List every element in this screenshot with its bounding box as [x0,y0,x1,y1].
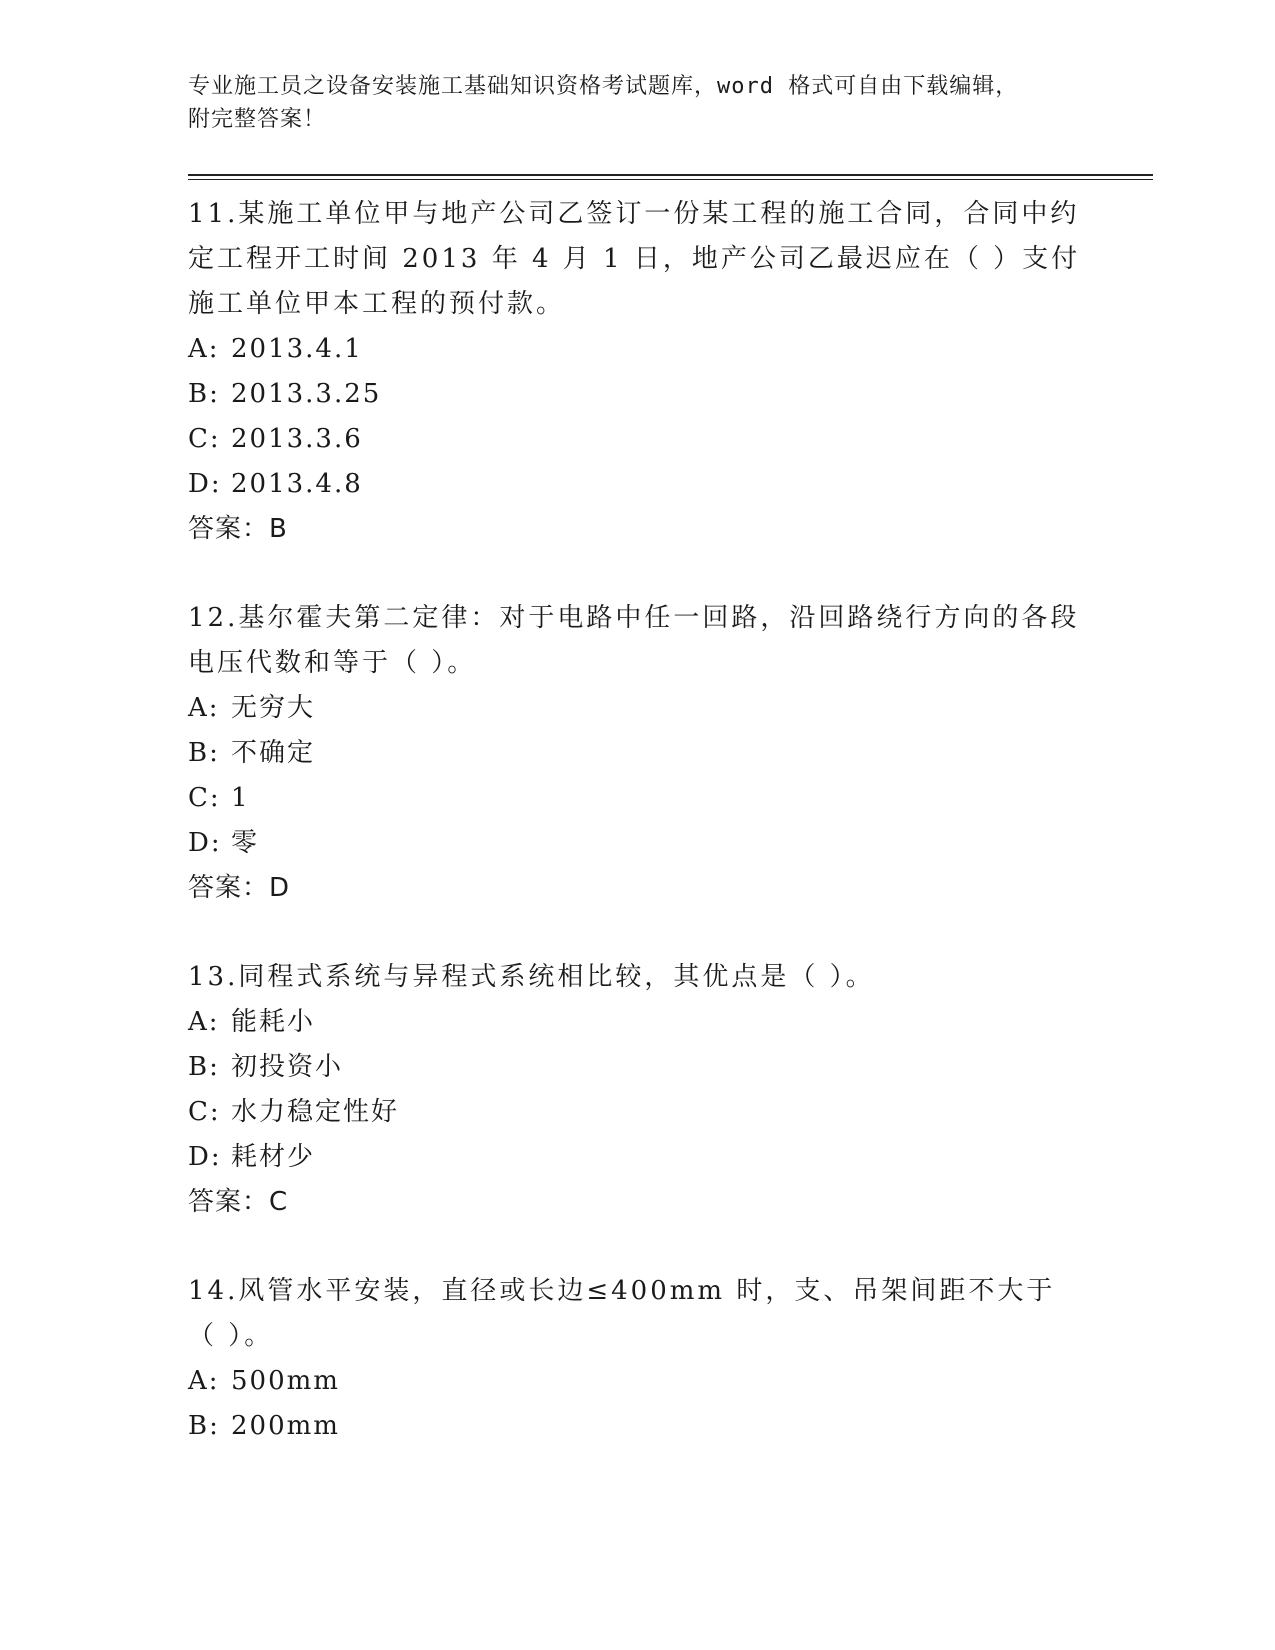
option-text: 无穷大 [231,693,316,723]
answer-line: 答案：C [188,1187,289,1217]
header-line-2: 附完整答案！ [188,107,327,132]
option-text: 耗材少 [231,1142,316,1172]
option-text: 不确定 [231,738,316,768]
header-line-1: 专业施工员之设备安装施工基础知识资格考试题库，word 格式可自由下载编辑， [188,74,1019,99]
question-stem: 11.某施工单位甲与地产公司乙签订一份某工程的施工合同，合同中约定工程开工时间 2013 年 4 月 1 日，地产公司乙最迟应在（ ）支付施工单位甲本工程的预付款。 [188,199,1081,319]
option-text: 2013.3.25 [231,379,382,409]
option-text: 2013.4.8 [231,469,363,499]
option-c [188,1090,1153,1135]
answer-line: 答案：D [188,873,291,903]
option-a [188,686,1153,731]
option-letter: A: [188,693,220,723]
option-letter: A: [188,1366,220,1396]
option-letter: B: [188,1052,220,1082]
option-text: 初投资小 [231,1052,344,1082]
option-letter: D: [188,469,222,499]
question-stem: 12.基尔霍夫第二定律：对于电路中任一回路，沿回路绕行方向的各段电压代数和等于（ ）。 [188,603,1080,678]
option-letter: C: [188,1097,221,1127]
option-text: 2013.4.1 [231,334,363,364]
answer-line: 答案：B [188,514,288,544]
option-b [188,1404,1153,1449]
option-letter: D: [188,828,222,858]
option-letter: A: [188,334,220,364]
option-a [188,1000,1153,1045]
question-13 [188,955,1153,1225]
document-page [188,70,1153,1449]
option-d [188,821,1153,866]
option-letter: B: [188,379,220,409]
question-11 [188,192,1153,552]
option-letter: D: [188,1142,222,1172]
option-d [188,1135,1153,1180]
option-text: 200mm [231,1411,340,1441]
option-a [188,1359,1153,1404]
option-text: 2013.3.6 [231,424,363,454]
option-text: 1 [231,783,250,813]
option-b [188,731,1153,776]
question-12 [188,596,1153,911]
option-c [188,417,1153,462]
option-text: 零 [231,828,260,858]
option-text: 能耗小 [231,1007,316,1037]
question-stem: 14.风管水平安装，直径或长边≤400mm 时，支、吊架间距不大于（ ）。 [188,1276,1056,1351]
option-b [188,1045,1153,1090]
option-text: 500mm [231,1366,340,1396]
option-text: 水力稳定性好 [231,1097,400,1127]
question-14 [188,1269,1153,1449]
option-letter: C: [188,783,221,813]
option-letter: A: [188,1007,220,1037]
option-letter: C: [188,424,221,454]
option-d [188,462,1153,507]
option-letter: B: [188,738,220,768]
option-letter: B: [188,1411,220,1441]
option-b [188,372,1153,417]
question-stem: 13.同程式系统与异程式系统相比较，其优点是（ ）。 [188,962,875,992]
document-header [188,70,1068,136]
option-a [188,327,1153,372]
header-divider [188,174,1153,180]
option-c [188,776,1153,821]
